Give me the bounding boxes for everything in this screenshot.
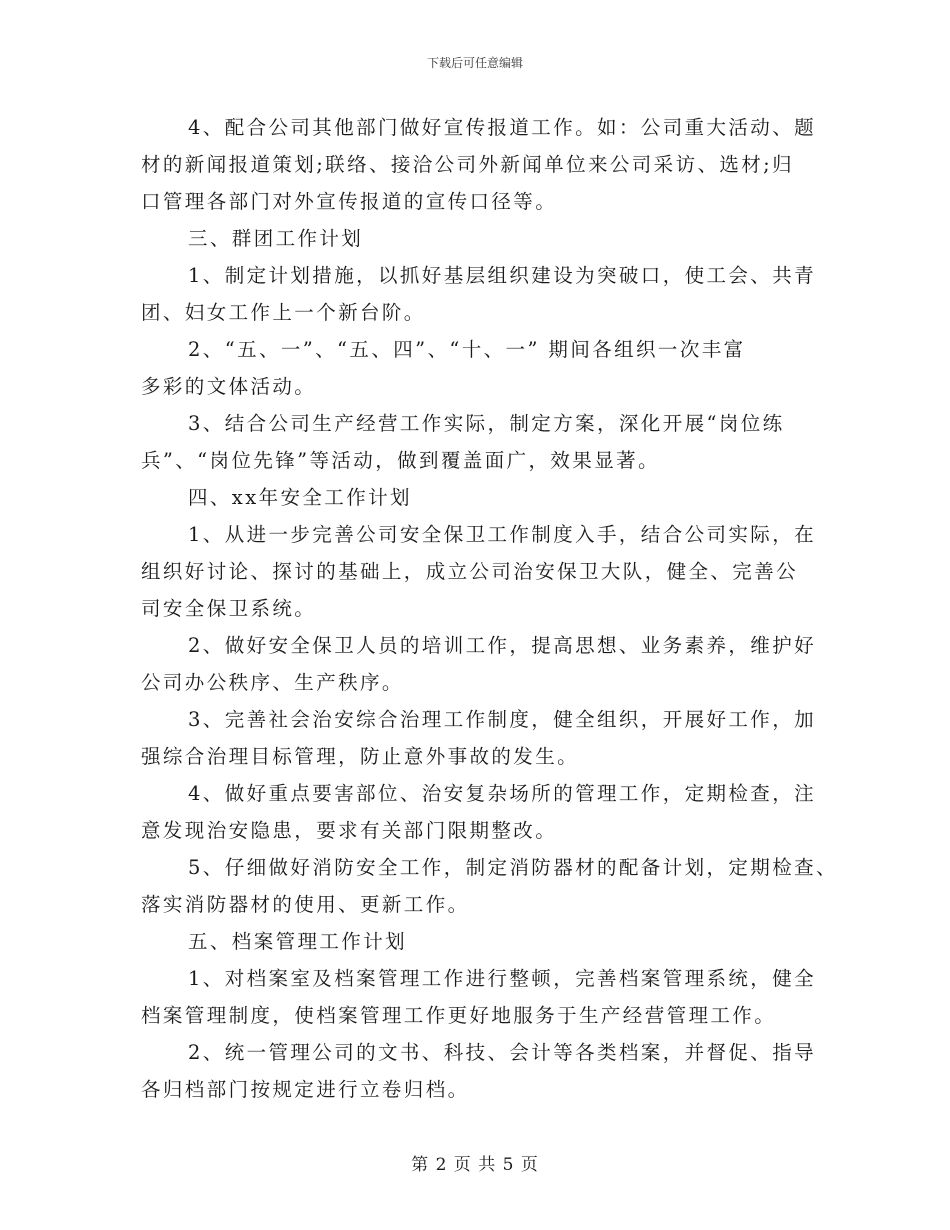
paragraph-line: 材的新闻报道策划;联络、接洽公司外新闻单位来公司采访、选材;归	[141, 153, 795, 176]
page-header-note: 下载后可任意编辑	[426, 56, 523, 70]
paragraph-line: 4、配合公司其他部门做好宣传报道工作。如：公司重大活动、题	[188, 116, 817, 139]
paragraph-line: 口管理各部门对外宣传报道的宣传口径等。	[141, 190, 558, 213]
paragraph-line: 3、完善社会治安综合治理工作制度，健全组织，开展好工作，加	[188, 708, 817, 731]
paragraph-line: 1、从进一步完善公司安全保卫工作制度入手，结合公司实际，在	[188, 523, 817, 546]
paragraph-line: 团、妇女工作上一个新台阶。	[141, 301, 426, 324]
section-heading: 五、档案管理工作计划	[188, 930, 408, 953]
paragraph-line: 意发现治安隐患，要求有关部门限期整改。	[141, 819, 558, 842]
paragraph-line: 2、统一管理公司的文书、科技、会计等各类档案，并督促、指导	[188, 1041, 817, 1064]
paragraph-line: 司安全保卫系统。	[141, 597, 317, 620]
paragraph-line: 公司办公秩序、生产秩序。	[141, 671, 404, 694]
paragraph-line: 1、制定计划措施，以抓好基层组织建设为突破口，使工会、共青	[188, 264, 817, 287]
paragraph-line: 2、“五、一”、“五、四”、“十、一” 期间各组织一次丰富	[188, 338, 746, 361]
paragraph-line: 1、对档案室及档案管理工作进行整顿，完善档案管理系统，健全	[188, 967, 817, 990]
section-heading: 三、群团工作计划	[188, 227, 364, 250]
page-number-footer: 第 2 页 共 5 页	[411, 1155, 539, 1175]
paragraph-line: 5、仔细做好消防安全工作，制定消防器材的配备计划，定期检查、	[188, 856, 838, 879]
paragraph-line: 组织好讨论、探讨的基础上，成立公司治安保卫大队，健全、完善公	[141, 560, 799, 583]
paragraph-line: 档案管理制度，使档案管理工作更好地服务于生产经营管理工作。	[141, 1004, 777, 1027]
paragraph-line: 2、做好安全保卫人员的培训工作，提高思想、业务素养，维护好	[188, 634, 817, 657]
paragraph-line: 多彩的文体活动。	[141, 375, 317, 398]
paragraph-line: 各归档部门按规定进行立卷归档。	[141, 1078, 470, 1101]
paragraph-line: 落实消防器材的使用、更新工作。	[141, 893, 470, 916]
paragraph-line: 兵”、“岗位先锋”等活动，做到覆盖面广，效果显著。	[141, 449, 660, 472]
section-heading: 四、xx年安全工作计划	[188, 486, 412, 509]
paragraph-line: 4、做好重点要害部位、治安复杂场所的管理工作，定期检查，注	[188, 782, 817, 805]
paragraph-line: 3、结合公司生产经营工作实际，制定方案，深化开展“岗位练	[188, 412, 785, 435]
paragraph-line: 强综合治理目标管理，防止意外事故的发生。	[141, 745, 580, 768]
